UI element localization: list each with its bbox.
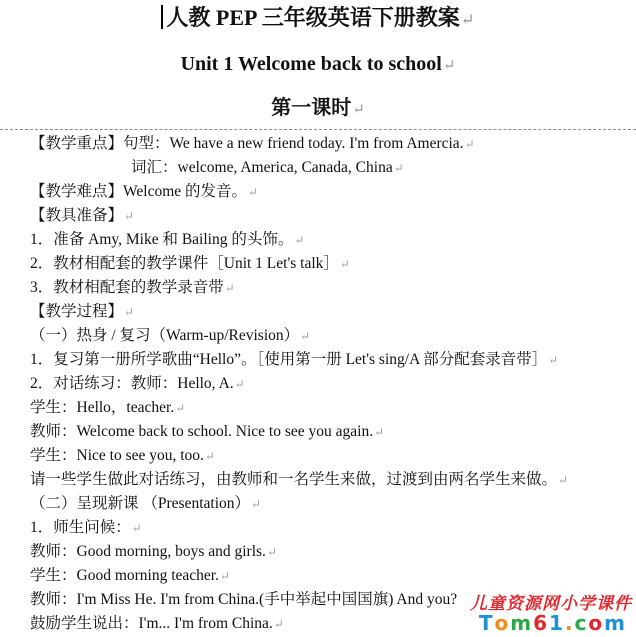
paragraph-mark-icon: ↵ [393, 162, 404, 175]
text-line: （一）热身 / 复习（Warm-up/Revision）↵ [30, 327, 310, 344]
watermark-letter: 1 [549, 611, 563, 635]
text-line: 鼓励学生说出：I'm... I'm from China.↵ [30, 615, 284, 632]
text-line: 教师：I'm Miss He. I'm from China.(手中举起中国国旗) And you? [30, 591, 458, 608]
watermark-letter: o [588, 611, 603, 635]
text-line: 教师：Good morning, boys and girls.↵ [30, 543, 277, 560]
paragraph-mark-icon: ↵ [248, 186, 258, 199]
watermark-domain [478, 611, 626, 635]
unit-title-text: Unit 1 Welcome back to school [180, 53, 442, 75]
text-line: 请一些学生做此对话练习，由教师和一名学生来做，过渡到由两名学生来做。↵ [30, 471, 568, 488]
paragraph-mark-icon: ↵ [273, 618, 284, 631]
text-line: 学生：Hello，teacher.↵ [30, 399, 185, 416]
section-divider [0, 129, 636, 130]
watermark-letter: c [574, 611, 587, 635]
text-line: 教师：Welcome back to school. Nice to see you again.↵ [30, 423, 384, 440]
paragraph-mark-icon: ↵ [352, 102, 365, 118]
paragraph-mark-icon: ↵ [548, 354, 559, 367]
text-line: 【教具准备】↵ [30, 207, 134, 224]
paragraph-mark-icon: ↵ [234, 378, 245, 391]
paragraph-mark-icon: ↵ [294, 234, 305, 247]
text-line: 1．复习第一册所学歌曲“Hello”。［使用第一册 Let's sing/A 部分配套录音带］↵ [30, 351, 559, 368]
text-line: 1．师生问候：↵ [30, 519, 142, 536]
text-cursor [161, 5, 163, 29]
paragraph-mark-icon: ↵ [251, 498, 261, 511]
document-title-text: 人教 PEP 三年级英语下册教案 [166, 5, 460, 30]
watermark-site-name: 儿童资源网小学课件 [470, 594, 632, 614]
text-line: 1．准备 Amy, Mike 和 Bailing 的头饰。↵ [30, 231, 305, 248]
paragraph-mark-icon: ↵ [204, 450, 215, 463]
paragraph-mark-icon: ↵ [460, 10, 475, 29]
text-line: 【教学重点】句型：We have a new friend today. I'm from Amercia.↵ [30, 135, 475, 152]
text-line: 【教学难点】Welcome 的发音。↵ [30, 183, 258, 200]
text-line: 学生：Nice to see you, too.↵ [30, 447, 215, 464]
paragraph-mark-icon: ↵ [175, 402, 185, 415]
document-title [0, 3, 636, 35]
text-line: （二）呈现新课 （Presentation）↵ [30, 495, 261, 512]
paragraph-mark-icon: ↵ [300, 330, 310, 343]
lesson-title-text: 第一课时 [271, 97, 352, 119]
watermark-letter: o [494, 611, 509, 635]
text-line: 词汇：welcome, America, Canada, China↵ [131, 159, 404, 176]
site-watermark [402, 589, 632, 635]
watermark-letter: m [604, 611, 625, 635]
text-line: 2．对话练习：教师：Hello, A.↵ [30, 375, 245, 392]
paragraph-mark-icon: ↵ [131, 522, 142, 535]
unit-title [0, 50, 636, 80]
paragraph-mark-icon: ↵ [339, 258, 350, 271]
text-line: 【教学过程】↵ [30, 303, 134, 320]
paragraph-mark-icon: ↵ [124, 210, 134, 223]
paragraph-mark-icon: ↵ [464, 138, 475, 151]
paragraph-mark-icon: ↵ [124, 306, 134, 319]
watermark-letter: m [510, 611, 532, 635]
paragraph-mark-icon: ↵ [266, 546, 277, 559]
paragraph-mark-icon: ↵ [224, 282, 235, 295]
text-line: 2．教材相配套的教学课件［Unit 1 Let's talk］↵ [30, 255, 350, 272]
text-line: 学生：Good morning teacher.↵ [30, 567, 230, 584]
paragraph-mark-icon: ↵ [219, 570, 230, 583]
paragraph-mark-icon: ↵ [374, 426, 384, 439]
watermark-letter: 6 [533, 611, 548, 635]
watermark-letter: T [478, 611, 493, 635]
paragraph-mark-icon: ↵ [558, 474, 568, 487]
lesson-title [0, 94, 636, 124]
text-line: 3．教材相配套的教学录音带↵ [30, 279, 235, 296]
watermark-letter: . [564, 611, 573, 635]
paragraph-mark-icon: ↵ [442, 58, 456, 74]
